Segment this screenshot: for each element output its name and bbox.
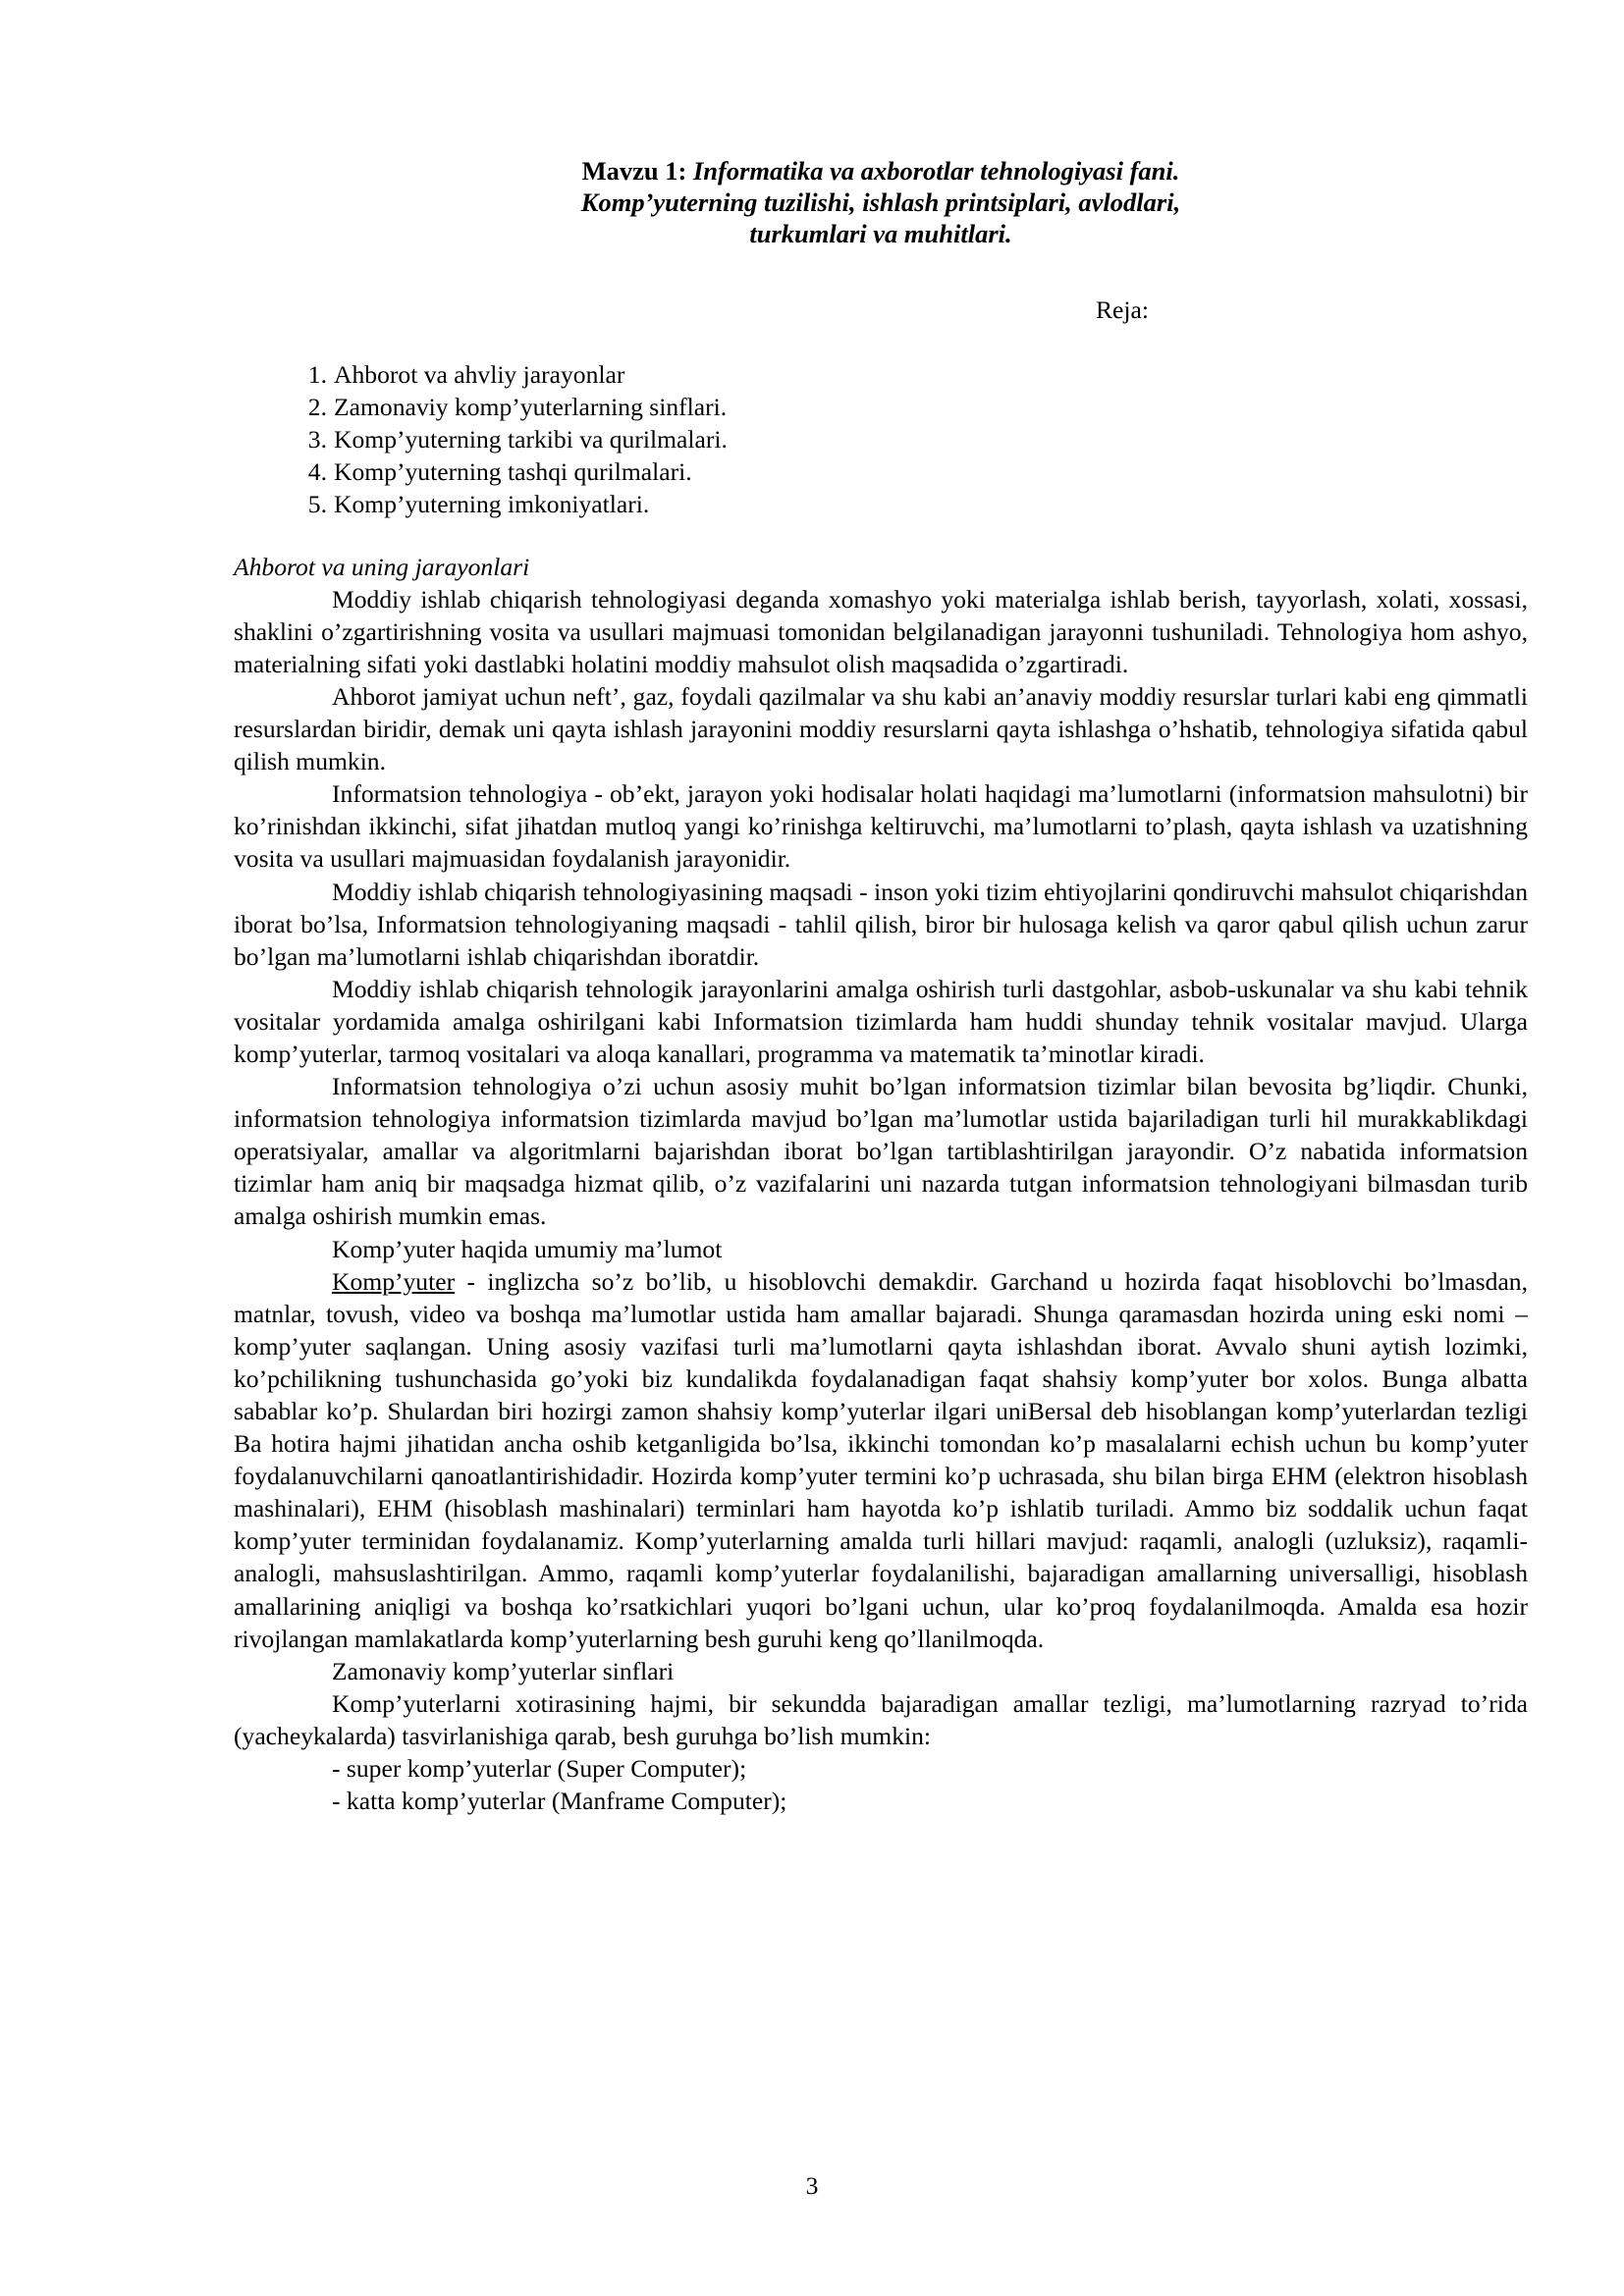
title-prefix: Mavzu 1:	[581, 156, 693, 186]
document-page	[234, 155, 1528, 1817]
plan-list	[234, 358, 1528, 520]
document-body	[234, 551, 1528, 1818]
subsection-heading: Zamonaviy komp’yuterlar sinflari	[332, 1656, 675, 1685]
paragraph: Informatsion tehnologiya - ob’ekt, jarayon yoki hodisalar holati haqidagi ma’lumotlarni (informatsion mahsulotni) bir ko’rinishdan ikkinchi, sifat jihatdan mutloq yangi ko’rinishga keltiruvchi, ma’lumotlarni to’plash, qayta ishlash va uzatishning vosita va usullari majmuasidan foydalanish jarayonidir.	[234, 779, 1528, 874]
paragraph: Moddiy ishlab chiqarish tehnologiyasi deganda xomashyo yoki materialga ishlab berish, tayyorlash, xolati, xossasi, shaklini o’zgartirishning vosita va usullari majmuasi tomonidan belgilanadigan jarayonni tushuniladi. Tehnologiya hom ashyo, materialning sifati yoki dastlabki holatini moddiy mahsulot olish maqsadida o’zgartiradi.	[234, 584, 1528, 678]
paragraph: Moddiy ishlab chiqarish tehnologiyasining maqsadi - inson yoki tizim ehtiyojlarini qondiruvchi mahsulot chiqarishdan iborat bo’lsa, Informatsion tehnologiyaning maqsadi - tahlil qilish, biror bir hulosaga kelish va qaror qabul qilish uchun zarur bo’lgan ma’lumotlarni ishlab chiqarishdan iboratdir.	[234, 877, 1528, 971]
plan-item: 4. Komp’yuterning tashqi qurilmalari.	[307, 457, 692, 487]
list-item: - katta komp’yuterlar (Manframe Computer);	[332, 1787, 787, 1816]
page-number: 3	[805, 2171, 819, 2200]
paragraph: Komp’yuter - inglizcha so’z bo’lib, u hisoblovchi demakdir. Garchand u hozirda faqat hisoblovchi bo’lmasdan, matnlar, tovush, video va boshqa ma’lumotlar ustida ham amallar bajaradi. Shunga qaramasdan hozirda uning eski nomi – komp’yuter saqlangan. Uning asosiy vazifasi turli ma’lumotlarni qayta ishlashdan iborat. Avvalo shuni aytish lozimki, ko’pchilikning tushunchasida go’yoki biz kundalikda foydalanadigan faqat shahsiy komp’yuter bor xolos. Bunga albatta sabablar ko’p. Shulardan biri hozirgi zamon shahsiy komp’yuterlar ilgari uniBersal deb hisoblangan komp’yuterlardan tezligi Ba hotira hajmi jihatidan ancha oshib ketganligida bo’lsa, ikkinchi tomondan ko’p masalalarni echish uchun bu komp’yuter foydalanuvchilarni qanoatlantirishidadir. Hozirda komp’yuter termini ko’p uchrasada, shu bilan birga EHM (elektron hisoblash mashinalari), EHM (hisoblash mashinalari) terminlari ham hayotda ko’p ishlatib turiladi. Ammo biz soddalik uchun faqat komp’yuter terminidan foydalanamiz. Komp’yuterlarning amalda turli hillari mavjud: raqamli, analogli (uzluksiz), raqamli-analogli, mahsuslashtirilgan. Ammo, raqamli komp’yuterlar foydalanilishi, bajaradigan amallarning universalligi, hisoblash amallarining aniqligi va boshqa ko’rsatkichlari yuqori bo’lgani uchun, ular ko’proq foydalanilmoqda. Amalda esa hozir rivojlangan mamlakatlarda komp’yuterlarning besh guruhi keng qo’llanilmoqda.	[234, 1266, 1528, 1653]
paragraph: Informatsion tehnologiya o’zi uchun asosiy muhit bo’lgan informatsion tizimlar bilan bevosita bg’liqdir. Chunki, informatsion tehnologiya informatsion tizimlarda mavjud bo’lgan ma’lumotlar ustida bajariladigan turli hil murakkablikdagi operatsiyalar, amallar va algoritmlarni bajarishdan iborat bo’lgan tartiblashtirilgan jarayondir. O’z nabatida informatsion tizimlar ham aniq bir maqsadga hizmat qilib, o’z vazifalarini uni nazarda tutgan informatsion tehnologiyani bilmasdan turib amalga oshirish mumkin emas.	[234, 1072, 1528, 1231]
paragraph: Ahborot jamiyat uchun neft’, gaz, foydali qazilmalar va shu kabi an’anaviy moddiy resurslar turlari kabi eng qimmatli resurslardan biridir, demak uni qayta ishlash jarayonini moddiy resurslarni qayta ishlashga o’hshatib, tehnologiya sifatida qabul qilish mumkin.	[234, 681, 1528, 776]
plan-heading: Reja:	[1095, 295, 1149, 324]
title-line-3: turkumlari va muhitlari.	[749, 219, 1012, 248]
list-item: - super komp’yuterlar (Super Computer);	[332, 1754, 747, 1784]
underlined-term: Komp’yuter	[332, 1266, 456, 1296]
document-title	[234, 155, 1528, 249]
title-italic: Informatika va axborotlar tehnologiyasi fani.	[692, 156, 1180, 186]
section-heading: Ahborot va uning jarayonlari	[234, 552, 530, 581]
plan-item: 5. Komp’yuterning imkoniyatlari.	[307, 490, 650, 519]
paragraph: Moddiy ishlab chiqarish tehnologik jarayonlarini amalga oshirish turli dastgohlar, asbob-uskunalar va shu kabi tehnik vositalar yordamida amalga oshirilgani kabi Informatsion tizimlarda ham huddi shunday tehnik vositalar mavjud. Ularga komp’yuterlar, tarmoq vositalari va aloqa kanallari, programma va matematik ta’minotlar kiradi.	[234, 974, 1528, 1068]
title-line-2: Komp’yuterning tuzilishi, ishlash printsiplari, avlodlari,	[580, 187, 1181, 217]
subsection-heading: Komp’yuter haqida umumiy ma’lumot	[332, 1234, 723, 1263]
title-line-1	[234, 155, 1528, 187]
plan-item: 3. Komp’yuterning tarkibi va qurilmalari.	[307, 425, 728, 454]
plan-item: 1. Ahborot va ahvliy jarayonlar	[307, 360, 625, 390]
paragraph: Komp’yuterlarni xotirasining hajmi, bir sekundda bajaradigan amallar tezligi, ma’lumotlarning razryad to’rida (yacheykalarda) tasvirlanishiga qarab, besh guruhga bo’lish mumkin:	[234, 1688, 1528, 1750]
plan-item: 2. Zamonaviy komp’yuterlarning sinflari.	[307, 393, 728, 422]
